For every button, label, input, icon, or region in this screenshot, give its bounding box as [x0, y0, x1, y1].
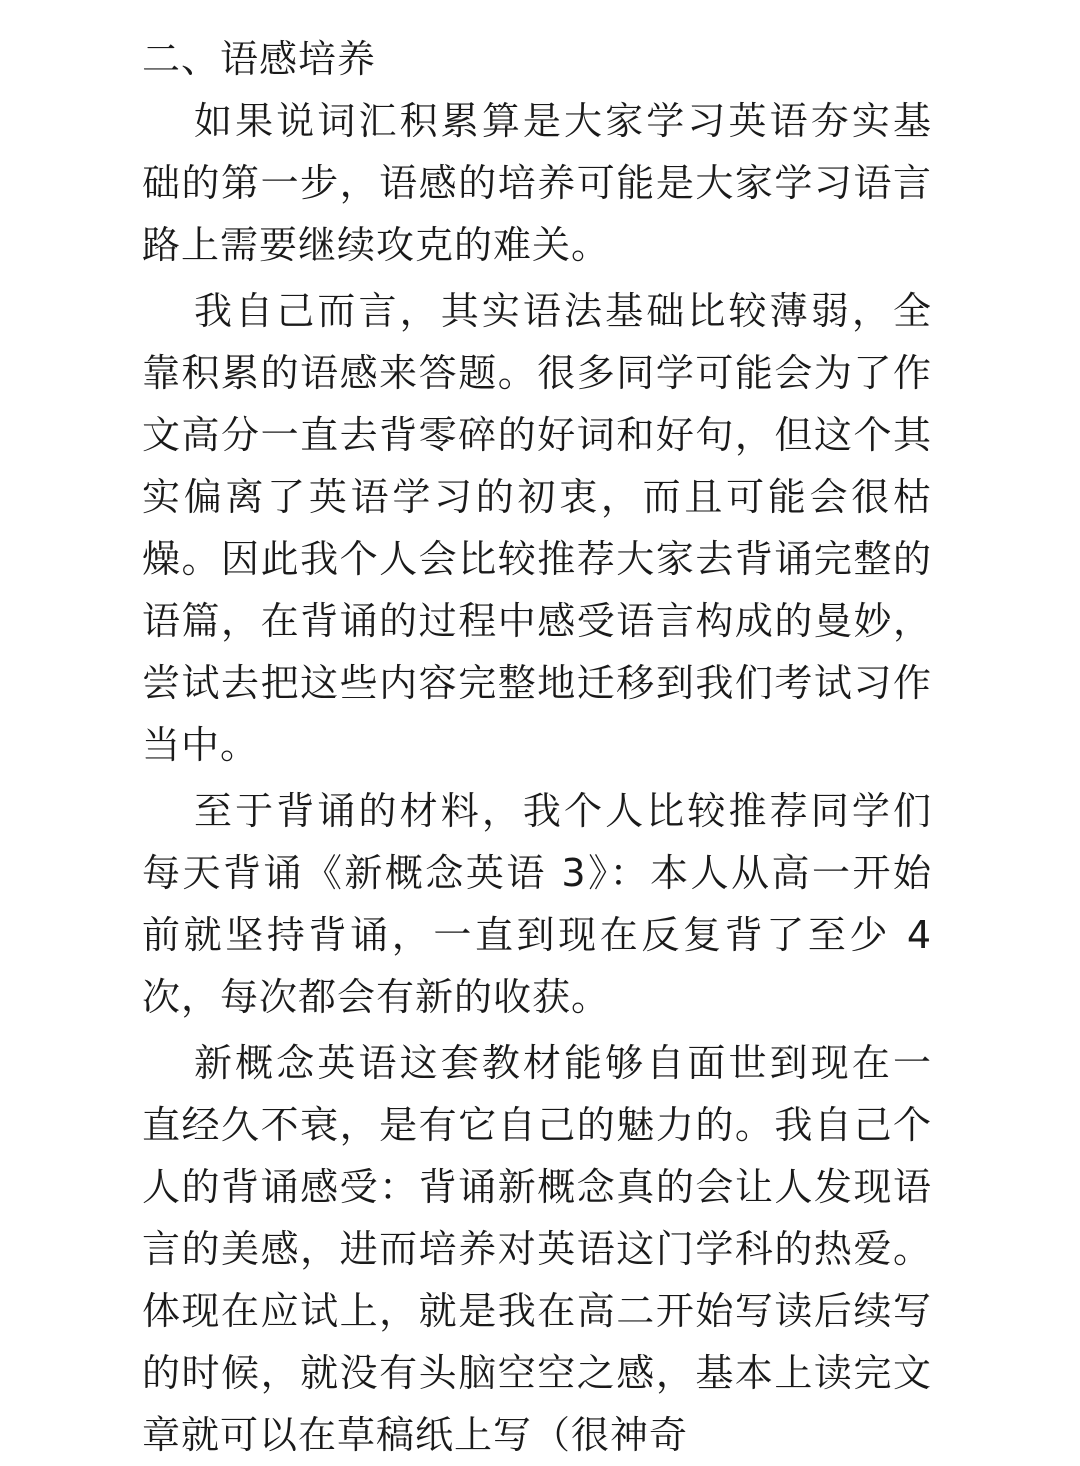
- paragraph-3: 至于背诵的材料，我个人比较推荐同学们每天背诵《新概念英语 3》：本人从高一开始前就坚持背诵，一直到现在反复背了至少 4 次，每次都会有新的收获。: [142, 789, 932, 1019]
- section-heading: 二、语感培养: [142, 37, 377, 81]
- paragraph-1: 如果说词汇积累算是大家学习英语夯实基础的第一步，语感的培养可能是大家学习语言路上需要继续攻克的难关。: [142, 99, 932, 267]
- paragraph-2: 我自己而言，其实语法基础比较薄弱，全靠积累的语感来答题。很多同学可能会为了作文高分一直去背零碎的好词和好句，但这个其实偏离了英语学习的初衷，而且可能会很枯燥。因此我个人会比较推荐大家去背诵完整的语篇，在背诵的过程中感受语言构成的曼妙，尝试去把这些内容完整地迁移到我们考试习作当中。: [142, 289, 932, 767]
- article: [142, 28, 932, 1466]
- paragraph-4: 新概念英语这套教材能够自面世到现在一直经久不衰，是有它自己的魅力的。我自己个人的背诵感受：背诵新概念真的会让人发现语言的美感，进而培养对英语这门学科的热爱。体现在应试上，就是我在高二开始写读后续写的时候，就没有头脑空空之感，基本上读完文章就可以在草稿纸上写（很神奇: [142, 1041, 932, 1457]
